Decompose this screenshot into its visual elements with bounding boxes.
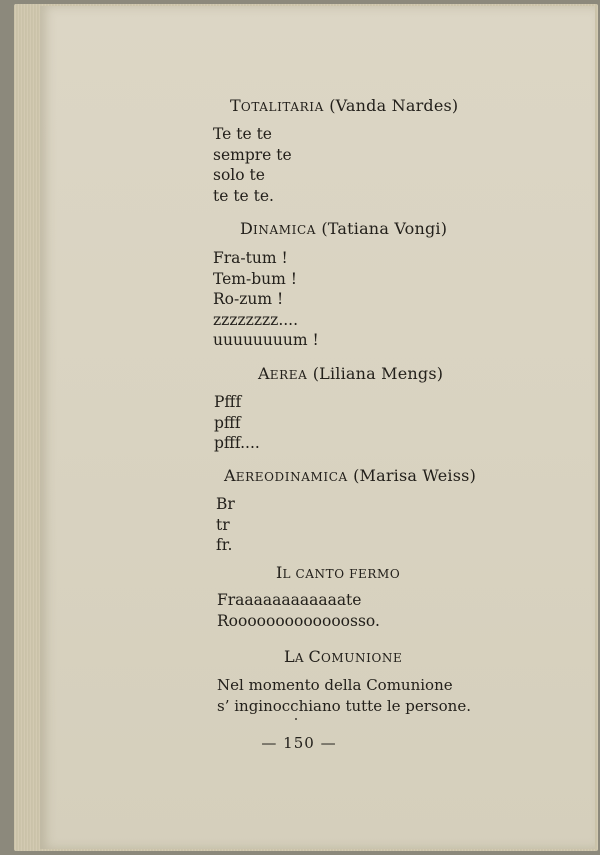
poem-line: te te te. xyxy=(213,186,274,205)
ink-speck xyxy=(295,718,297,720)
poem-comunione xyxy=(217,675,471,716)
poem-canto-fermo xyxy=(217,590,380,631)
poem-line: Fraaaaaaaaaaaate xyxy=(217,591,362,609)
heading-title: EREA xyxy=(269,368,308,382)
poem-line: Pfff xyxy=(214,393,242,411)
heading-initial: I xyxy=(276,563,283,582)
heading-initial: D xyxy=(240,219,254,238)
poem-aerea xyxy=(214,392,260,454)
heading-initial: T xyxy=(230,96,241,115)
poem-line: solo te xyxy=(213,166,265,184)
poem-line: Rooooooooooooosso. xyxy=(217,611,380,630)
poem-line: zzzzzzzz.... xyxy=(213,310,299,329)
heading-author: (Marisa Weiss) xyxy=(353,466,477,485)
heading-author: (Vanda Nardes) xyxy=(329,96,459,115)
page-number-text: — 150 — xyxy=(261,734,337,752)
heading-totalitaria xyxy=(230,96,458,115)
heading-author: (Tatiana Vongi) xyxy=(321,219,448,238)
poem-line: Fra-tum ! xyxy=(213,249,288,267)
poem-totalitaria xyxy=(213,124,292,206)
poem-aereodinamica xyxy=(216,494,235,556)
heading-initial: A xyxy=(258,364,270,383)
heading-comunione xyxy=(284,647,402,666)
poem-line: uuuuuuuum ! xyxy=(213,331,319,349)
heading-canto-fermo xyxy=(276,563,400,582)
heading-dinamica xyxy=(240,219,447,238)
poem-line: s’ inginocchiano tutte le persone. xyxy=(217,696,471,715)
heading-initial: C xyxy=(308,647,321,666)
poem-line: tr xyxy=(216,515,230,534)
poem-line: fr. xyxy=(216,536,233,554)
poem-line: Tem-bum ! xyxy=(213,269,298,288)
poem-line: pfff xyxy=(214,413,241,432)
poem-line: Br xyxy=(216,495,235,513)
heading-aerea xyxy=(258,364,443,383)
poem-line: Ro-zum ! xyxy=(213,290,284,308)
heading-title: A xyxy=(294,651,309,665)
heading-initial: L xyxy=(284,647,295,666)
poem-dinamica xyxy=(213,248,319,351)
heading-initial: A xyxy=(224,466,236,485)
heading-title: INAMICA xyxy=(253,223,317,237)
heading-author: (Liliana Mengs) xyxy=(312,364,444,383)
poem-line: pfff.... xyxy=(214,434,260,452)
poem-line: Nel momento della Comunione xyxy=(217,676,453,694)
heading-title: EREODINAMICA xyxy=(235,470,348,484)
heading-aereodinamica xyxy=(224,466,476,485)
poem-line: sempre te xyxy=(213,145,292,164)
poem-line: Te te te xyxy=(213,125,272,143)
heading-title: L CANTO FERMO xyxy=(282,567,401,581)
heading-title: OMUNIONE xyxy=(320,651,403,665)
heading-title: OTALITARIA xyxy=(240,100,324,114)
